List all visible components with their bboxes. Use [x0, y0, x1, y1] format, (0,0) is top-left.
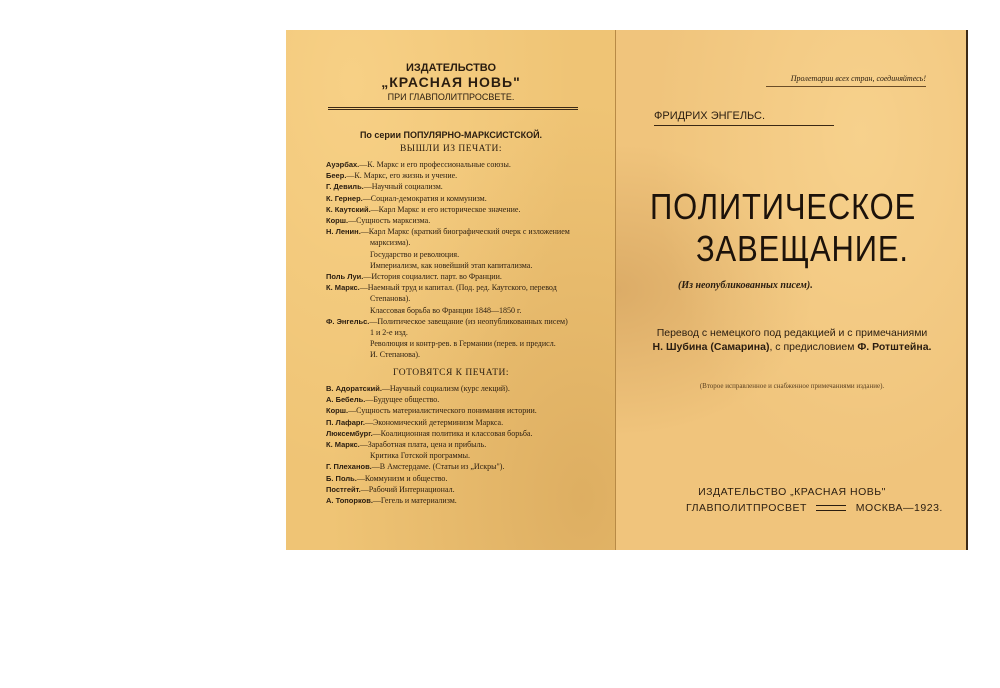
entry-author: В. Адоратский.: [326, 384, 382, 393]
catalog-entry: [326, 160, 511, 170]
entry-author: Б. Поль.: [326, 473, 357, 483]
entry-title: Революция и контр-рев. в Германии (перев. и предисл.: [370, 339, 556, 349]
translation-line-2: [616, 340, 968, 354]
catalog-entry: [370, 339, 556, 349]
series-title: По серии ПОПУЛЯРНО-МАРКСИСТСКОЙ.: [359, 130, 543, 140]
catalog-entry: [326, 384, 510, 394]
entry-title: —К. Маркс и его профессиональные союзы.: [359, 160, 511, 169]
catalog-entry: [326, 440, 486, 450]
translation-connector: , с предисловием: [769, 341, 858, 353]
entry-author: Постгейт.: [326, 484, 361, 494]
entry-author: А. Бебель.: [326, 395, 366, 405]
catalog-entry: [370, 261, 532, 271]
header-divider-2: [328, 109, 578, 110]
entry-author: Корш.: [326, 216, 349, 225]
entry-title: —Будущее общество.: [365, 395, 440, 405]
catalog-entry: [326, 429, 532, 439]
entry-title: —Карл Маркс и его историческое значение.: [370, 204, 521, 214]
catalog-entry: [326, 462, 504, 472]
entry-author: Ф. Энгельс.: [326, 316, 370, 326]
catalog-entry: [326, 485, 455, 495]
entry-title: Степанова).: [370, 294, 411, 304]
catalog-entry: [370, 294, 410, 304]
entry-title: —Наемный труд и капитал. (Под. ред. Каутского, перевод: [359, 283, 557, 293]
catalog-entry: [370, 328, 408, 338]
left-page-catalog: [286, 30, 616, 550]
entry-title: —Гегель и материализм.: [372, 496, 457, 505]
footer-right: МОСКВА—1923.: [855, 502, 943, 514]
entry-title: —Карл Маркс (краткий биографический очерк с изложением: [360, 227, 570, 237]
entry-title: —Экономический детерминизм Маркса.: [364, 417, 504, 427]
subtitle: (Из неопубликованных писем).: [678, 280, 813, 291]
catalog-entry: [326, 194, 487, 204]
entry-author: Поль Луи.: [326, 272, 364, 281]
entry-title: —Научный социализм (курс лекций).: [381, 384, 510, 393]
entry-title: —К. Маркс, его жизнь и учение.: [346, 171, 458, 181]
entry-title: Государство и революция.: [370, 249, 460, 259]
entry-title: Классовая борьба во Франции 1848—1850 г.: [370, 305, 522, 315]
entry-title: —Коалиционная политика и классовая борьба.: [372, 428, 533, 438]
entry-title: —Социал-демократия и коммунизм.: [362, 193, 487, 203]
entry-author: Г. Девиль.: [326, 182, 364, 192]
entry-author: Корш.: [326, 406, 349, 416]
catalog-entry: [326, 182, 443, 192]
footer-publisher: ИЗДАТЕЛЬСТВО „КРАСНАЯ НОВЬ": [698, 486, 886, 498]
forthcoming-heading: ГОТОВЯТСЯ К ПЕЧАТИ:: [392, 368, 510, 378]
catalog-entry: [326, 283, 557, 293]
entry-title: —Научный социализм.: [363, 182, 443, 192]
catalog-entry: [326, 395, 439, 405]
entry-title: —Рабочий Интернационал.: [360, 484, 455, 494]
author-name: ФРИДРИХ ЭНГЕЛЬС.: [654, 110, 766, 122]
header-divider: [328, 107, 578, 108]
entry-author: К. Каутский.: [326, 204, 371, 214]
entry-author: Ауэрбах.: [326, 160, 360, 169]
catalog-entry: [370, 451, 470, 461]
title-line-1: ПОЛИТИЧЕСКОЕ: [650, 186, 917, 227]
publisher-label: ИЗДАТЕЛЬСТВО: [405, 62, 497, 74]
entry-title: Империализм, как новейший этап капитализма.: [370, 260, 533, 270]
catalog-entry: [326, 418, 503, 428]
catalog-entry: [370, 250, 459, 260]
entry-author: К. Гернер.: [326, 193, 363, 203]
translation-note: [616, 326, 968, 354]
entry-author: Люксембург.: [326, 428, 373, 438]
entry-author: К. Маркс.: [326, 283, 360, 293]
entry-title: —Сущность марксизма.: [348, 216, 431, 225]
catalog-entry: [326, 227, 570, 237]
entry-title: —В Амстердаме. (Статьи из „Искры").: [371, 462, 505, 472]
entry-author: П. Лафарг.: [326, 417, 365, 427]
entry-author: Н. Ленин.: [326, 227, 361, 237]
entry-title: —История социалист. парт. во Франции.: [363, 272, 502, 281]
publisher-name: „КРАСНАЯ НОВЬ": [381, 74, 521, 90]
entry-title: —Сущность материалистического понимания истории.: [348, 406, 537, 416]
title-line-2: ЗАВЕЩАНИЕ.: [696, 228, 909, 269]
catalog-entry: [326, 205, 520, 215]
motto-underline: [766, 86, 926, 87]
entry-title: —Коммунизм и общество.: [356, 473, 448, 483]
catalog-entry: [326, 216, 430, 226]
entry-title: —Политическое завещание (из неопубликованных писем): [369, 316, 568, 326]
motto: Пролетарии всех стран, соединяйтесь!: [790, 74, 926, 83]
publisher-sub: ПРИ ГЛАВПОЛИТПРОСВЕТЕ.: [387, 92, 515, 102]
entry-author: А. Топорков.: [326, 496, 373, 505]
entry-author: Г. Плеханов.: [326, 462, 372, 472]
translation-line-1: Перевод с немецкого под редакцией и с примечаниями: [656, 327, 928, 339]
preface-author: Ф. Ротштейна.: [857, 341, 932, 353]
entry-title: марксизма).: [370, 238, 411, 248]
entry-author: К. Маркс.: [326, 440, 360, 449]
catalog-entry: [370, 238, 410, 248]
catalog-entry: [370, 350, 420, 360]
author-underline: [654, 125, 834, 126]
footer-rule: [816, 505, 846, 511]
footer-city-line: [686, 502, 943, 514]
catalog-entry: [370, 306, 521, 316]
catalog-entry: [326, 496, 457, 506]
footer-left: ГЛАВПОЛИТПРОСВЕТ: [686, 502, 807, 514]
printed-heading: ВЫШЛИ ИЗ ПЕЧАТИ:: [399, 144, 503, 154]
catalog-entry: [326, 406, 537, 416]
entry-author: Беер.: [326, 171, 347, 181]
entry-title: Критика Готской программы.: [370, 451, 471, 461]
entry-title: И. Степанова).: [370, 350, 421, 360]
right-page-title: [616, 30, 968, 550]
translator-name: Н. Шубина (Самарина): [652, 341, 770, 353]
edition-note: (Второе исправленное и снабженное примечаниями издание).: [699, 382, 885, 390]
catalog-entry: [326, 317, 568, 327]
catalog-entry: [326, 474, 447, 484]
entry-title: —Заработная плата, цена и прибыль.: [359, 440, 487, 449]
catalog-entry: [326, 171, 457, 181]
entry-title: 1 и 2-е изд.: [370, 328, 408, 337]
catalog-entry: [326, 272, 502, 282]
